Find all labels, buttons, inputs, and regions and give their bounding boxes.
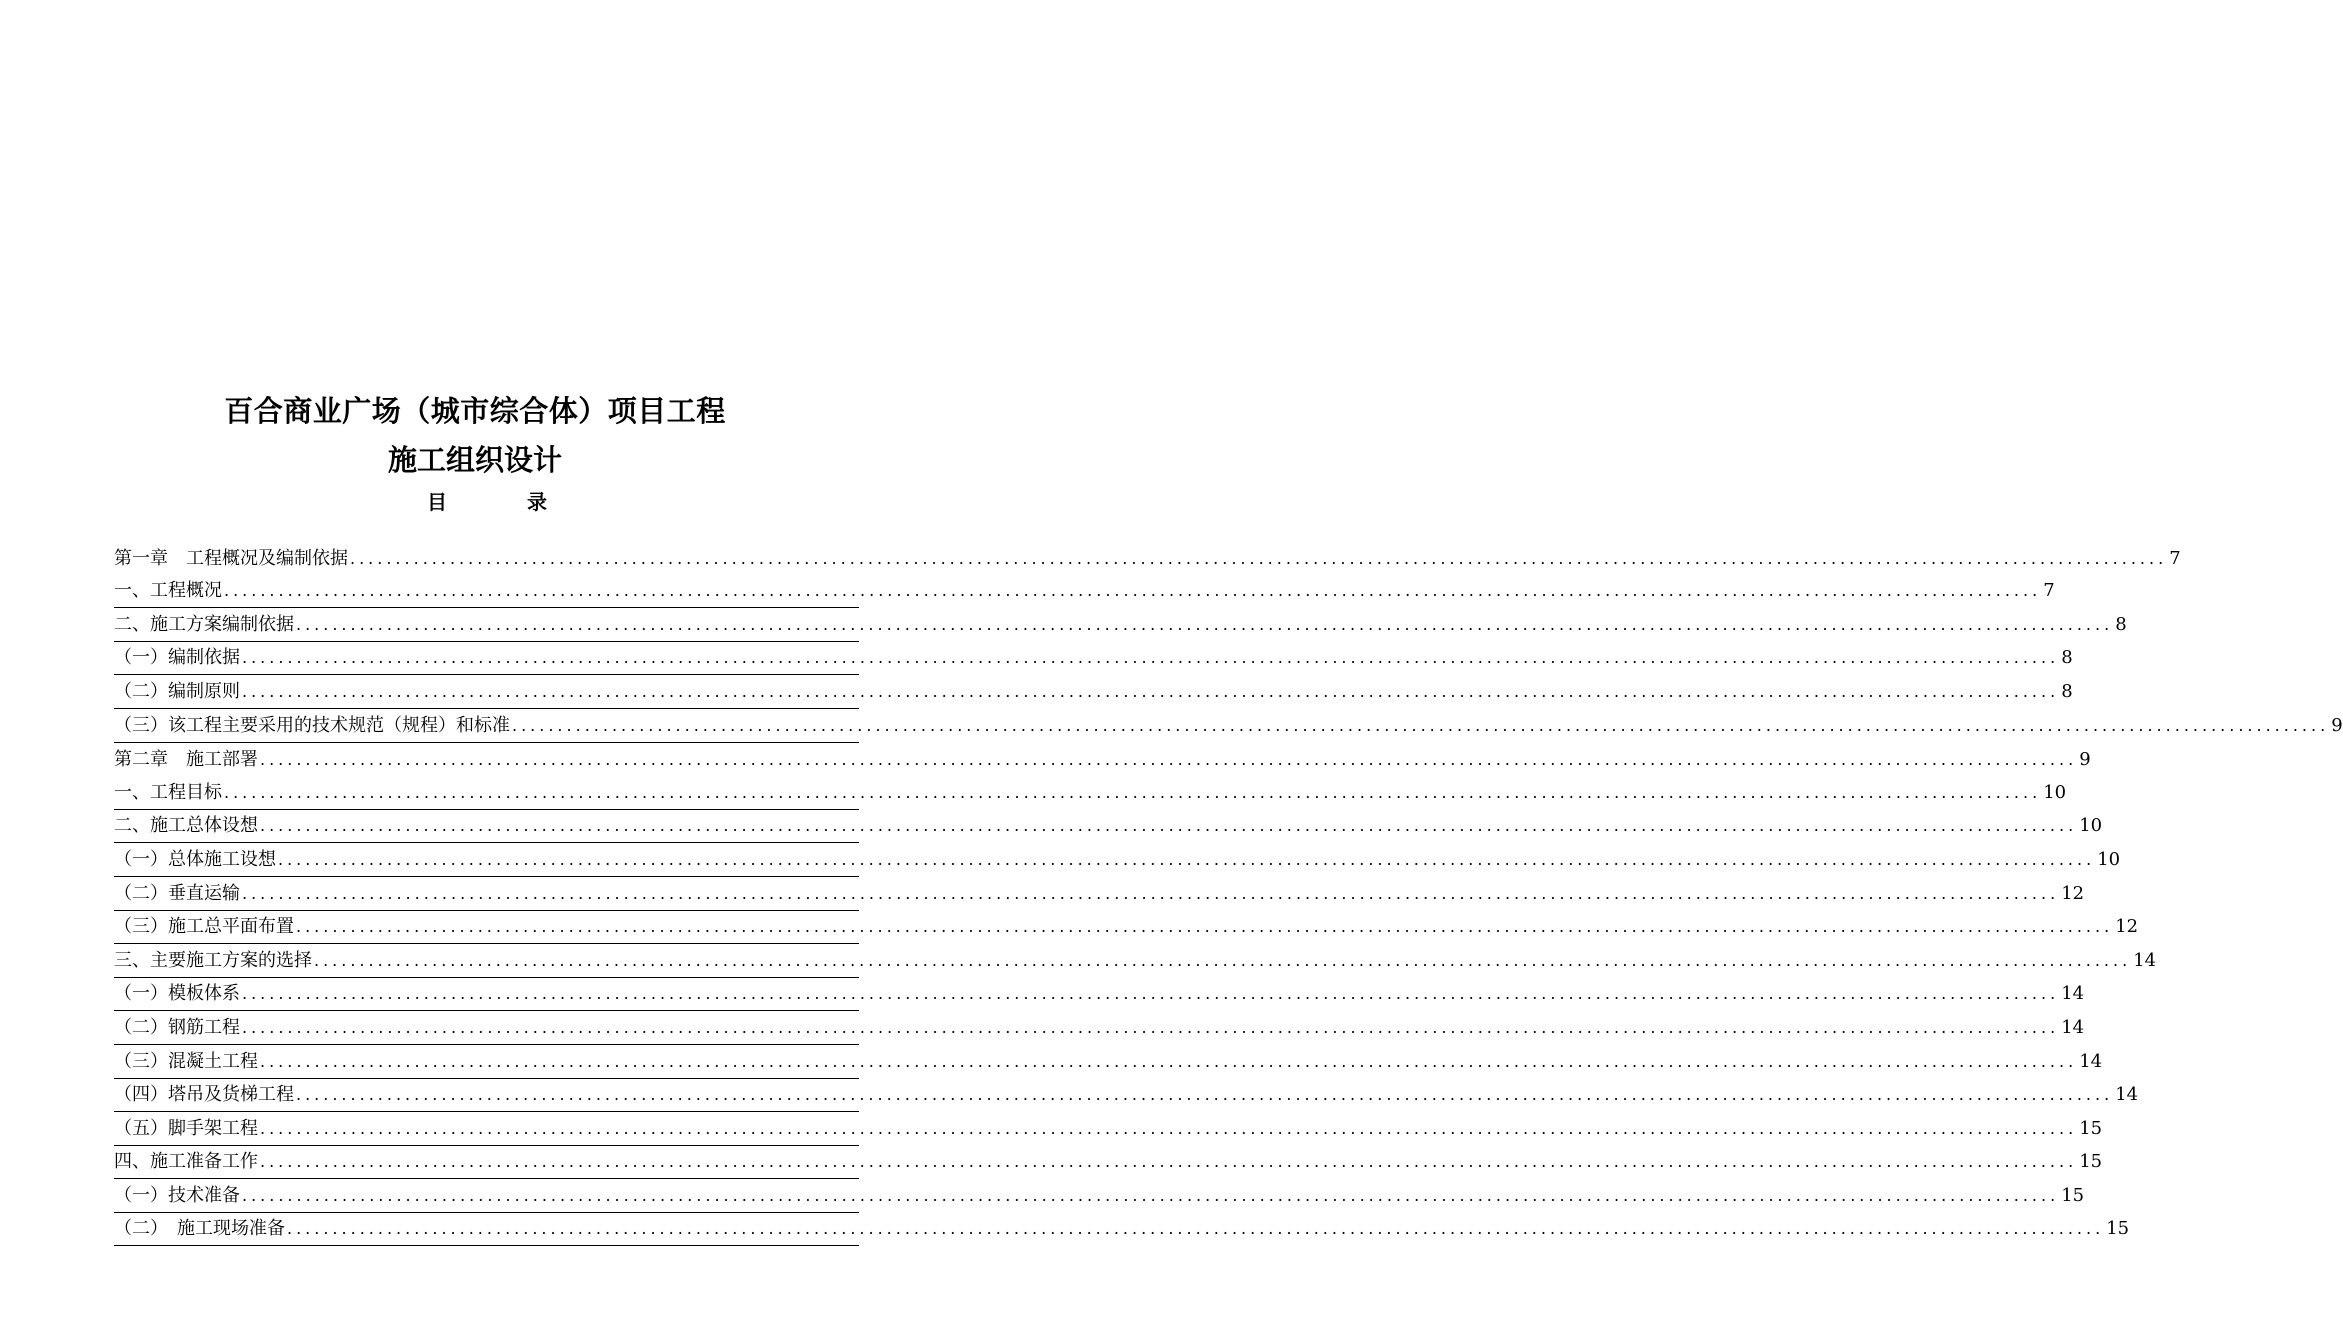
toc-entry[interactable] — [114, 1179, 2085, 1213]
toc-entry-label: （二）垂直运输 — [114, 882, 240, 904]
toc-dot-leader: ........................................................................................................................................................................................................ — [296, 1085, 2114, 1105]
toc-entry-page: 7 — [2169, 547, 2181, 569]
toc-entry-page: 10 — [2079, 815, 2103, 837]
toc-dot-leader: ........................................................................................................................................................................................................ — [350, 548, 2168, 568]
toc-entry-label: （三）该工程主要采用的技术规范（规程）和标准 — [114, 714, 510, 736]
toc-dot-leader: ........................................................................................................................................................................................................ — [224, 782, 2042, 802]
toc-entry[interactable] — [114, 1146, 2103, 1180]
toc-entry-page: 15 — [2061, 1184, 2085, 1206]
toc-dot-leader: ........................................................................................................................................................................................................ — [242, 648, 2060, 668]
toc-entry-label: （三）混凝土工程 — [114, 1050, 258, 1072]
toc-entry-label: （四）塔吊及货梯工程 — [114, 1084, 294, 1106]
toc-entry-label: （一）技术准备 — [114, 1184, 240, 1206]
toc-entry-page: 14 — [2061, 983, 2085, 1005]
table-of-contents — [114, 541, 2343, 1246]
toc-entry[interactable] — [114, 608, 2127, 642]
toc-entry-page: 15 — [2106, 1218, 2130, 1240]
toc-entry-page: 14 — [2133, 949, 2157, 971]
toc-heading-char-1: 目 — [427, 490, 447, 514]
toc-entry[interactable] — [114, 1079, 2139, 1113]
toc-dot-leader: ........................................................................................................................................................................................................ — [314, 950, 2132, 970]
toc-entry[interactable] — [114, 642, 2073, 676]
toc-entry-page: 14 — [2079, 1050, 2103, 1072]
toc-entry-page: 10 — [2043, 781, 2067, 803]
toc-entry[interactable] — [114, 1011, 2085, 1045]
toc-entry-page: 8 — [2061, 680, 2073, 702]
toc-dot-leader: ........................................................................................................................................................................................................ — [260, 1118, 2078, 1138]
toc-dot-leader: ........................................................................................................................................................................................................ — [224, 581, 2042, 601]
toc-entry-page: 12 — [2061, 882, 2085, 904]
toc-entry[interactable] — [114, 877, 2085, 911]
toc-entry-label: （一）总体施工设想 — [114, 848, 276, 870]
toc-dot-leader: ........................................................................................................................................................................................................ — [242, 1017, 2060, 1037]
toc-entry-page: 8 — [2115, 613, 2127, 635]
toc-dot-leader: ........................................................................................................................................................................................................ — [242, 681, 2060, 701]
toc-entry-label: （二）编制原则 — [114, 680, 240, 702]
toc-entry[interactable] — [114, 843, 2121, 877]
toc-entry-page: 7 — [2043, 580, 2055, 602]
toc-entry[interactable] — [114, 709, 2343, 743]
toc-dot-leader: ........................................................................................................................................................................................................ — [287, 1219, 2105, 1239]
toc-entry-page: 9 — [2079, 749, 2091, 771]
toc-entry-label: （五）脚手架工程 — [114, 1117, 258, 1139]
toc-dot-leader: ........................................................................................................................................................................................................ — [260, 750, 2078, 770]
toc-entry-label: （二） 施工现场准备 — [114, 1218, 285, 1240]
toc-entry-page: 12 — [2115, 916, 2139, 938]
document-title: 百合商业广场（城市综合体）项目工程 — [224, 394, 726, 428]
toc-entry[interactable] — [114, 1112, 2103, 1146]
toc-entry-label: （二）钢筋工程 — [114, 1016, 240, 1038]
toc-entry-page: 9 — [2331, 714, 2343, 736]
toc-entry[interactable] — [114, 911, 2139, 945]
toc-entry[interactable] — [114, 776, 2067, 810]
toc-entry-page: 8 — [2061, 647, 2073, 669]
toc-entry-label: 第二章 施工部署 — [114, 749, 258, 771]
toc-dot-leader: ........................................................................................................................................................................................................ — [242, 984, 2060, 1004]
toc-dot-leader: ........................................................................................................................................................................................................ — [278, 849, 2096, 869]
toc-heading-char-2: 录 — [527, 490, 547, 514]
toc-dot-leader: ........................................................................................................................................................................................................ — [512, 715, 2330, 735]
toc-entry[interactable] — [114, 541, 2181, 575]
toc-dot-leader: ........................................................................................................................................................................................................ — [260, 816, 2078, 836]
toc-dot-leader: ........................................................................................................................................................................................................ — [296, 917, 2114, 937]
toc-entry[interactable] — [114, 944, 2157, 978]
toc-entry[interactable] — [114, 675, 2073, 709]
toc-entry-label: 第一章 工程概况及编制依据 — [114, 547, 348, 569]
toc-entry[interactable] — [114, 1213, 2130, 1247]
toc-entry-label: 二、施工总体设想 — [114, 815, 258, 837]
toc-dot-leader: ........................................................................................................................................................................................................ — [260, 1051, 2078, 1071]
toc-dot-leader: ........................................................................................................................................................................................................ — [260, 1152, 2078, 1172]
toc-entry-label: 一、工程概况 — [114, 580, 222, 602]
toc-entry-label: 三、主要施工方案的选择 — [114, 949, 312, 971]
toc-entry[interactable] — [114, 743, 2091, 777]
toc-entry-label: 四、施工准备工作 — [114, 1151, 258, 1173]
toc-entry-label: 二、施工方案编制依据 — [114, 613, 294, 635]
toc-entry-page: 14 — [2061, 1016, 2085, 1038]
toc-dot-leader: ........................................................................................................................................................................................................ — [296, 614, 2114, 634]
document-subtitle: 施工组织设计 — [387, 443, 562, 477]
toc-entry[interactable] — [114, 810, 2103, 844]
toc-entry-label: （三）施工总平面布置 — [114, 916, 294, 938]
toc-entry-label: （一）模板体系 — [114, 983, 240, 1005]
toc-entry-page: 15 — [2079, 1151, 2103, 1173]
toc-entry[interactable] — [114, 1045, 2103, 1079]
toc-dot-leader: ........................................................................................................................................................................................................ — [242, 1185, 2060, 1205]
toc-entry-page: 10 — [2097, 848, 2121, 870]
toc-entry-label: （一）编制依据 — [114, 647, 240, 669]
toc-entry-page: 14 — [2115, 1084, 2139, 1106]
toc-entry[interactable] — [114, 978, 2085, 1012]
toc-entry-page: 15 — [2079, 1117, 2103, 1139]
toc-entry[interactable] — [114, 575, 2055, 609]
toc-dot-leader: ........................................................................................................................................................................................................ — [242, 883, 2060, 903]
toc-entry-label: 一、工程目标 — [114, 781, 222, 803]
